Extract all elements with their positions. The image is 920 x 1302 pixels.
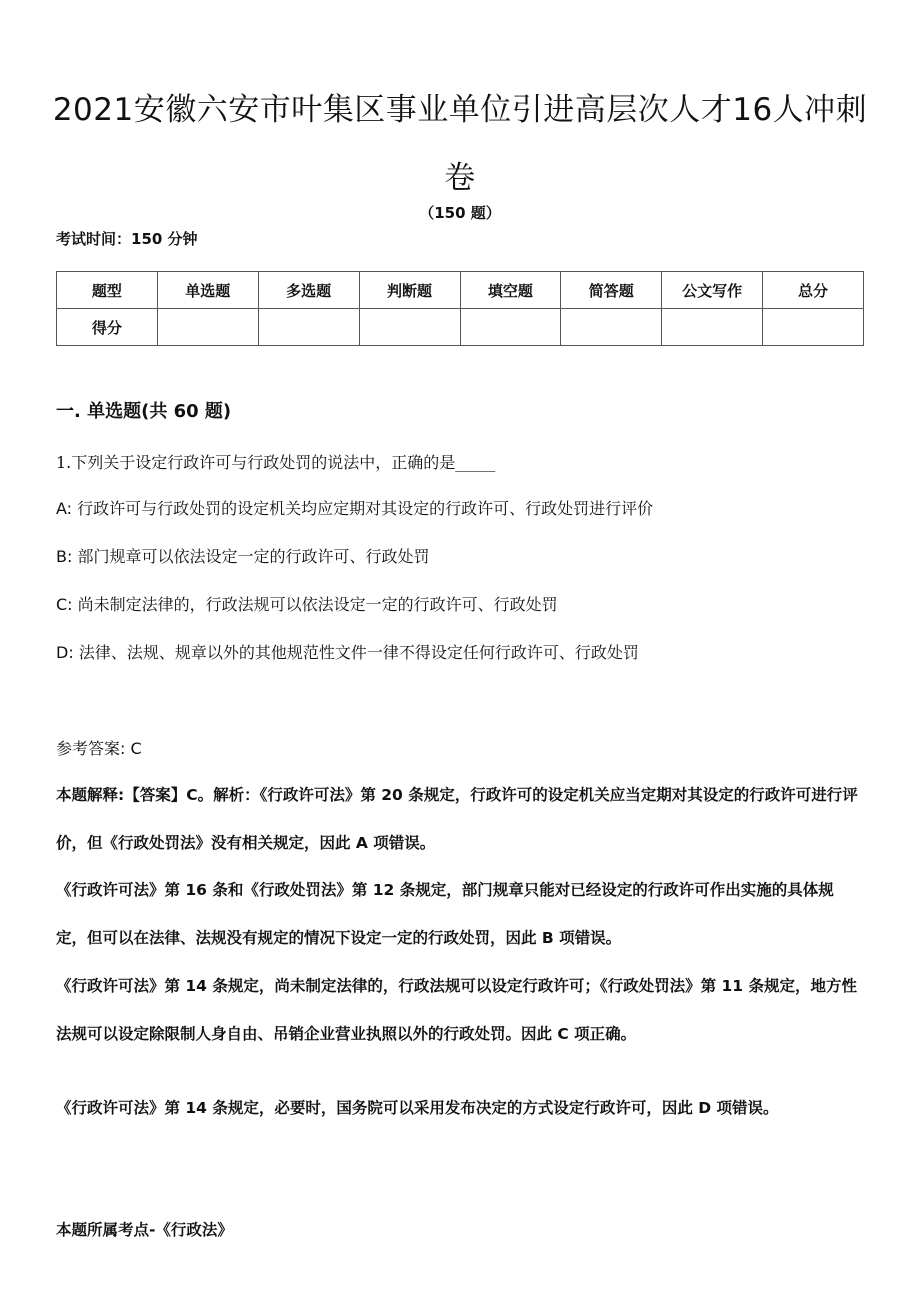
question-count: （150 题） — [419, 204, 501, 222]
score-table-row — [57, 309, 864, 346]
score-cell[interactable] — [763, 309, 864, 346]
score-table-header-cell: 判断题 — [359, 272, 460, 309]
question-stem: 1.下列关于设定行政许可与行政处罚的说法中，正确的是_____ — [56, 453, 496, 472]
score-table — [56, 271, 864, 346]
score-cell[interactable] — [460, 309, 561, 346]
score-cell[interactable] — [359, 309, 460, 346]
score-table-header-cell: 题型 — [57, 272, 158, 309]
score-table-header-cell: 填空题 — [460, 272, 561, 309]
section-title: 一. 单选题(共 60 题) — [56, 401, 232, 422]
score-cell[interactable] — [258, 309, 359, 346]
topic-tag: 本题所属考点-《行政法》 — [56, 1221, 233, 1239]
option-label: A: — [56, 499, 73, 518]
option-label: D: — [56, 643, 74, 662]
explanation-paragraph: 《行政许可法》第 14 条规定，尚未制定法律的，行政法规可以设定行政许可；《行政处罚法》第 11 条规定，地方性法规可以设定除限制人身自由、吊销企业营业执照以外的行政处罚。因此 C 项正确。 — [56, 977, 857, 1043]
score-table-header-cell: 单选题 — [157, 272, 258, 309]
option-d[interactable] — [56, 640, 639, 663]
option-label: C: — [56, 595, 73, 614]
score-table-header-cell: 公文写作 — [662, 272, 763, 309]
option-text: 法律、法规、规章以外的其他规范性文件一律不得设定任何行政许可、行政处罚 — [78, 643, 639, 662]
score-cell[interactable] — [662, 309, 763, 346]
explanation-paragraph: 《行政许可法》第 14 条规定，必要时，国务院可以采用发布决定的方式设定行政许可，因此 D 项错误。 — [56, 1099, 779, 1117]
explanation-paragraph: 《行政许可法》第 16 条和《行政处罚法》第 12 条规定，部门规章只能对已经设定的行政许可作出实施的具体规定，但可以在法律、法规没有规定的情况下设定一定的行政处罚，因此 B 项错误。 — [56, 881, 834, 947]
option-text: 尚未制定法律的，行政法规可以依法设定一定的行政许可、行政处罚 — [77, 595, 558, 614]
reference-answer: 参考答案: C — [56, 739, 142, 758]
score-table-header-cell: 多选题 — [258, 272, 359, 309]
option-c[interactable] — [56, 592, 558, 615]
option-label: B: — [56, 547, 73, 566]
option-text: 部门规章可以依法设定一定的行政许可、行政处罚 — [77, 547, 430, 566]
exam-time: 考试时间：150 分钟 — [56, 230, 198, 248]
explanation-paragraph: 本题解释:【答案】C。解析：《行政许可法》第 20 条规定，行政许可的设定机关应当定期对其设定的行政许可进行评价，但《行政处罚法》没有相关规定，因此 A 项错误。 — [56, 786, 858, 852]
option-b[interactable] — [56, 544, 429, 567]
score-table-header-cell: 总分 — [763, 272, 864, 309]
score-cell[interactable] — [561, 309, 662, 346]
document-title: 2021安徽六安市叶集区事业单位引进高层次人才16人冲刺卷 — [52, 92, 868, 196]
score-table-header-cell: 简答题 — [561, 272, 662, 309]
option-a[interactable] — [56, 496, 653, 519]
score-cell[interactable] — [157, 309, 258, 346]
score-table-header-row — [57, 272, 864, 309]
score-row-label: 得分 — [57, 309, 158, 346]
option-text: 行政许可与行政处罚的设定机关均应定期对其设定的行政许可、行政处罚进行评价 — [77, 499, 654, 518]
